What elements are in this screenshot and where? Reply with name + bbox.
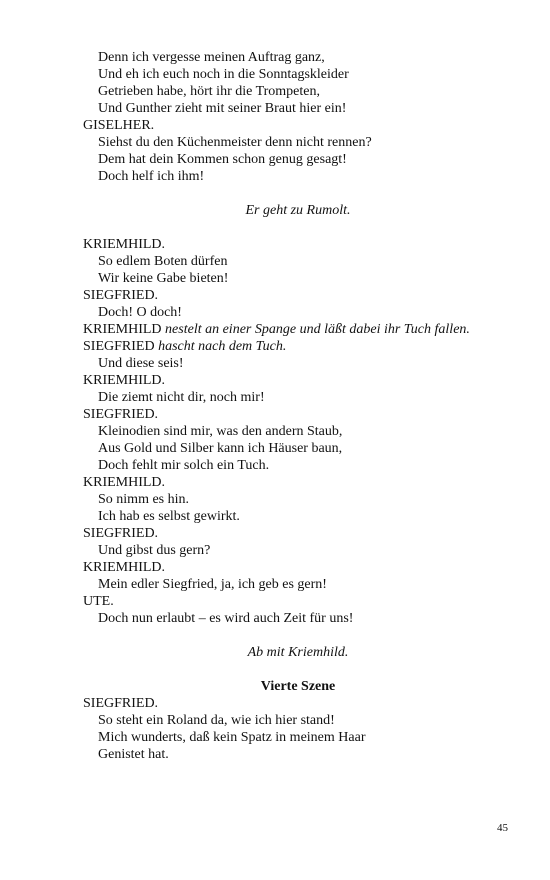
verse-line: Doch helf ich ihm! — [98, 169, 205, 184]
verse-line: Getrieben habe, hört ihr die Trompeten, — [98, 84, 321, 99]
stage-direction: hascht nach dem Tuch. — [158, 339, 287, 354]
play-text — [83, 49, 513, 763]
speaker-name: KRIEMHILD. — [83, 373, 166, 388]
spacer — [83, 627, 513, 644]
speaker-name: UTE. — [83, 594, 114, 609]
speaker-with-direction — [83, 338, 513, 355]
speaker-name: KRIEMHILD. — [83, 560, 166, 575]
speaker-name: KRIEMHILD. — [83, 237, 166, 252]
speaker-name: GISELHER. — [83, 118, 155, 133]
speaker-name: KRIEMHILD — [83, 322, 162, 337]
speaker-name: SIEGFRIED. — [83, 288, 159, 303]
stage-direction: Ab mit Kriemhild. — [247, 645, 349, 660]
spacer — [83, 661, 513, 678]
speaker-name: SIEGFRIED. — [83, 407, 159, 422]
verse-line: Dem hat dein Kommen schon genug gesagt! — [98, 152, 347, 167]
verse-line: Wir keine Gabe bieten! — [98, 271, 229, 286]
verse-line: So edlem Boten dürfen — [98, 254, 228, 269]
verse-line: Aus Gold und Silber kann ich Häuser baun, — [98, 441, 343, 456]
verse-line: Und gibst dus gern? — [98, 543, 211, 558]
verse-line: Denn ich vergesse meinen Auftrag ganz, — [98, 50, 325, 65]
speaker-name: SIEGFRIED — [83, 339, 155, 354]
verse-line: So nimm es hin. — [98, 492, 190, 507]
verse-line: So steht ein Roland da, wie ich hier stand! — [98, 713, 335, 728]
verse-line: Doch nun erlaubt – es wird auch Zeit für uns! — [98, 611, 354, 626]
verse-line: Siehst du den Küchenmeister denn nicht rennen? — [98, 135, 372, 150]
verse-line: Mich wunderts, daß kein Spatz in meinem Haar — [98, 730, 366, 745]
spacer — [83, 219, 513, 236]
verse-line: Ich hab es selbst gewirkt. — [98, 509, 240, 524]
stage-direction: nestelt an einer Spange und läßt dabei ihr Tuch fallen. — [165, 322, 470, 337]
verse-line: Genistet hat. — [98, 747, 169, 762]
speaker-name: SIEGFRIED. — [83, 696, 159, 711]
verse-line: Und diese seis! — [98, 356, 184, 371]
verse-line: Doch fehlt mir solch ein Tuch. — [98, 458, 270, 473]
spacer — [83, 185, 513, 202]
page-number: 45 — [497, 822, 508, 834]
stage-direction: Er geht zu Rumolt. — [245, 203, 351, 218]
verse-line: Und Gunther zieht mit seiner Braut hier ein! — [98, 101, 347, 116]
verse-line: Doch! O doch! — [98, 305, 182, 320]
scene-heading: Vierte Szene — [260, 679, 336, 694]
verse-line: Die ziemt nicht dir, noch mir! — [98, 390, 265, 405]
speaker-name: KRIEMHILD. — [83, 475, 166, 490]
speaker-with-direction — [83, 321, 513, 338]
verse-line: Und eh ich euch noch in die Sonntagskleider — [98, 67, 349, 82]
speaker-name: SIEGFRIED. — [83, 526, 159, 541]
verse-line: Kleinodien sind mir, was den andern Staub, — [98, 424, 343, 439]
verse-line: Mein edler Siegfried, ja, ich geb es gern! — [98, 577, 327, 592]
